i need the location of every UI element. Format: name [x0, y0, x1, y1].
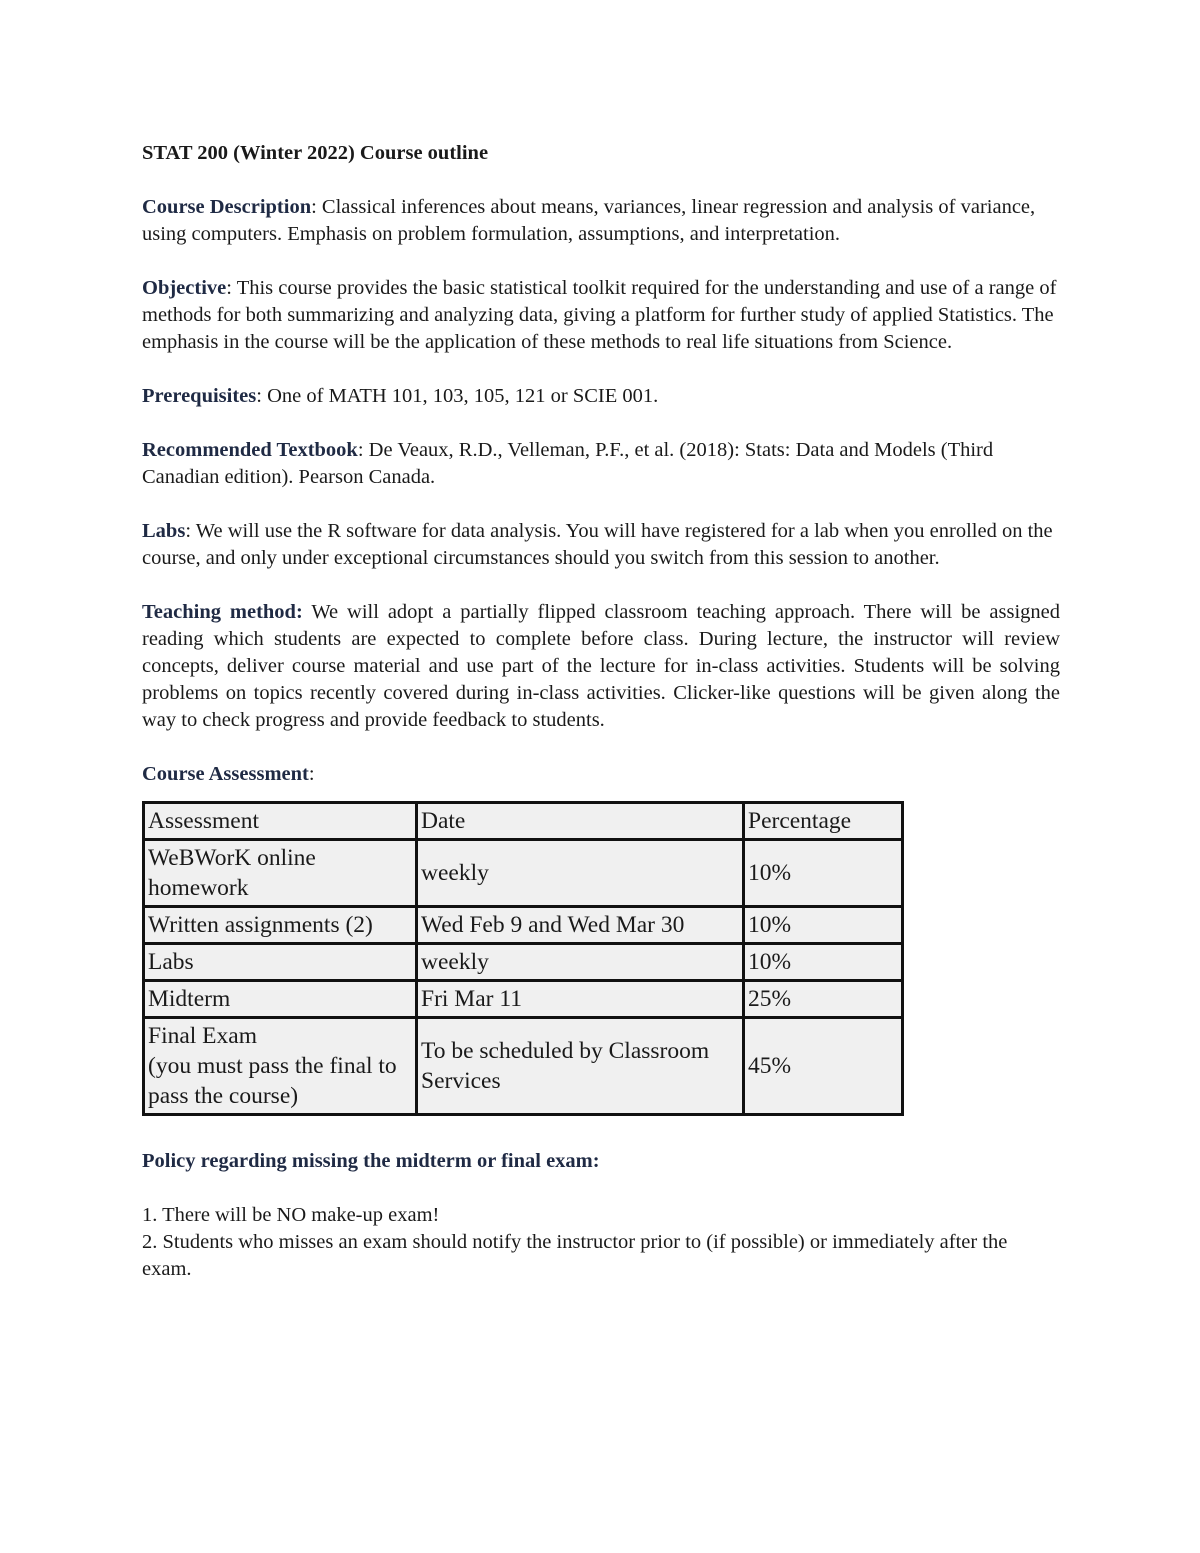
- assessment-percentage-cell: 10%: [744, 840, 903, 907]
- teaching-method-label: Teaching method:: [142, 601, 303, 623]
- course-outline-document: [142, 140, 1060, 1283]
- column-header-percentage: Percentage: [744, 803, 903, 840]
- prerequisites-text: : One of MATH 101, 103, 105, 121 or SCIE 001.: [256, 385, 659, 407]
- table-row: [144, 907, 903, 944]
- assessment-date-cell: Fri Mar 11: [417, 981, 744, 1018]
- teaching-method-text: We will adopt a partially flipped classroom teaching approach. There will be assigned reading which students are expected to complete before class. During lecture, the instructor will review concepts, deliver course material and use part of the lecture for in-class activities. Students will be solving problems on topics recently covered during in-class activities. Clicker-like questions will be given along the way to check progress and provide feedback to students.: [142, 601, 1060, 731]
- course-assessment-label: Course Assessment: [142, 763, 309, 785]
- assessment-name-cell: WeBWorK online homework: [144, 840, 417, 907]
- policy-heading: Policy regarding missing the midterm or final exam:: [142, 1150, 600, 1172]
- teaching-method-section: [142, 599, 1060, 734]
- list-item: 1. There will be NO make-up exam!: [142, 1204, 440, 1226]
- objective-text: : This course provides the basic statistical toolkit required for the understanding and use of a range of methods for both summarizing and analyzing data, giving a platform for further study of applied Statistics. The emphasis in the course will be the application of these methods to real life situations from Science.: [142, 277, 1057, 353]
- final-exam-name: Final Exam: [148, 1023, 257, 1049]
- table-header-row: [144, 803, 903, 840]
- assessment-name-cell: [144, 1018, 417, 1115]
- document-title: STAT 200 (Winter 2022) Course outline: [142, 142, 489, 164]
- assessment-name-cell: Labs: [144, 944, 417, 981]
- course-description-text: : Classical inferences about means, variances, linear regression and analysis of variance, using computers. Emphasis on problem formulation, assumptions, and interpretation.: [142, 196, 1036, 245]
- objective-label: Objective: [142, 277, 227, 299]
- course-assessment-colon: :: [308, 763, 315, 785]
- column-header-assessment: Assessment: [144, 803, 417, 840]
- assessment-date-cell: To be scheduled by Classroom Services: [417, 1018, 744, 1115]
- table-row: [144, 840, 903, 907]
- assessment-name-cell: Midterm: [144, 981, 417, 1018]
- textbook-text: : De Veaux, R.D., Velleman, P.F., et al. (2018): Stats: Data and Models (Third Canadian edition). Pearson Canada.: [142, 439, 994, 488]
- assessment-date-cell: weekly: [417, 840, 744, 907]
- table-row: [144, 1018, 903, 1115]
- list-item: 2. Students who misses an exam should notify the instructor prior to (if possible) or immediately after the exam.: [142, 1231, 1008, 1280]
- assessment-percentage-cell: 45%: [744, 1018, 903, 1115]
- final-exam-note: (you must pass the final to pass the course): [148, 1053, 397, 1109]
- textbook-label: Recommended Textbook: [142, 439, 358, 461]
- table-row: [144, 944, 903, 981]
- course-assessment-heading: [142, 761, 1060, 788]
- assessment-date-cell: weekly: [417, 944, 744, 981]
- assessment-table: [142, 801, 904, 1116]
- objective-section: [142, 275, 1060, 356]
- assessment-percentage-cell: 10%: [744, 944, 903, 981]
- labs-label: Labs: [142, 520, 186, 542]
- column-header-date: Date: [417, 803, 744, 840]
- course-description-section: [142, 194, 1060, 248]
- labs-text: : We will use the R software for data analysis. You will have registered for a lab when you enrolled on the course, and only under exceptional circumstances should you switch from this session to another.: [142, 520, 1053, 569]
- prerequisites-section: [142, 383, 1060, 410]
- assessment-name-cell: Written assignments (2): [144, 907, 417, 944]
- prerequisites-label: Prerequisites: [142, 385, 257, 407]
- textbook-section: [142, 437, 1060, 491]
- assessment-date-cell: Wed Feb 9 and Wed Mar 30: [417, 907, 744, 944]
- assessment-percentage-cell: 10%: [744, 907, 903, 944]
- labs-section: [142, 518, 1060, 572]
- table-row: [144, 981, 903, 1018]
- course-description-label: Course Description: [142, 196, 312, 218]
- assessment-percentage-cell: 25%: [744, 981, 903, 1018]
